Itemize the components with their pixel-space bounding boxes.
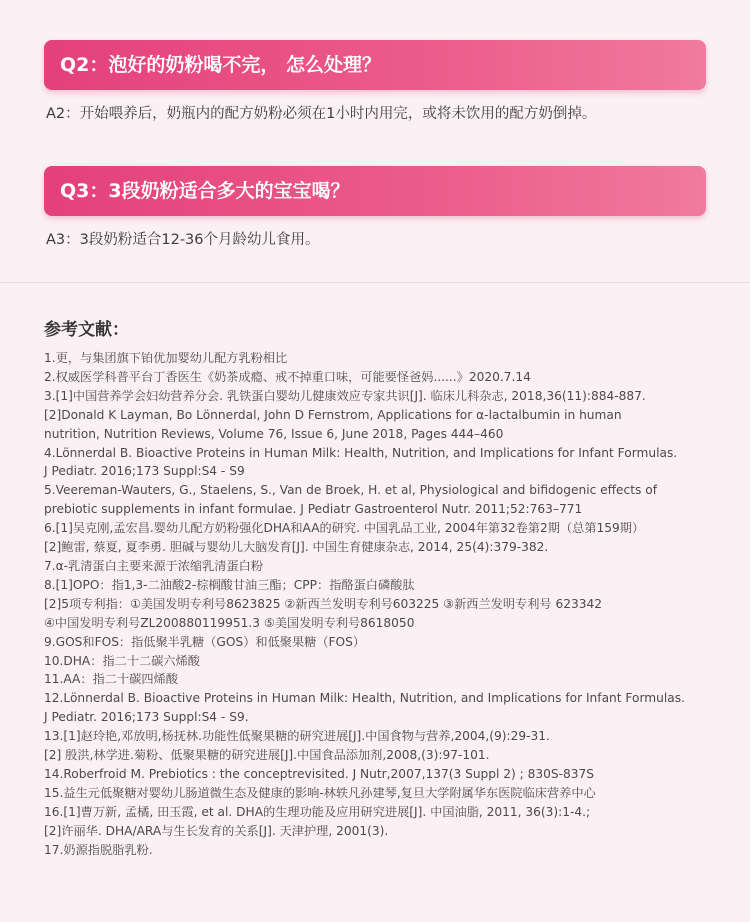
reference-line: prebiotic supplements in infant formulae. J Pediatr Gastroenterol Nutr. 2011;52:763–771	[44, 502, 583, 517]
reference-line: 2.权威医学科普平台丁香医生《奶茶成瘾、戒不掉重口味，可能要怪爸妈......》2020.7.14	[44, 369, 531, 384]
references-title: 参考文献：	[44, 320, 129, 340]
reference-line: 8.[1]OPO：指1,3-二油酸2-棕榈酸甘油三酯；CPP：指酪蛋白磷酸肽	[44, 577, 415, 592]
reference-line: 7.α-乳清蛋白主要来源于浓缩乳清蛋白粉	[44, 558, 264, 573]
reference-line: [2] 殷洪,林学进.菊粉、低聚果糖的研究进展[J].中国食品添加剂,2008,(3):97-101.	[44, 748, 490, 763]
references-section	[44, 315, 734, 859]
reference-line: 15.益生元低聚糖对婴幼儿肠道微生态及健康的影响-林轶凡孙建琴,复旦大学附属华东医院临床营养中心	[44, 785, 596, 800]
reference-line: 10.DHA：指二十二碳六烯酸	[44, 653, 200, 668]
reference-line: 11.AA：指二十碳四烯酸	[44, 672, 178, 687]
section-divider	[0, 282, 750, 283]
reference-line: [2]5项专利指：①美国发明专利号8623825 ②新西兰发明专利号603225 ③新西兰发明专利号 623342	[44, 596, 602, 611]
reference-line: 13.[1]赵玲艳,邓放明,杨抚林.功能性低聚果糖的研究进展[J].中国食物与营养,2004,(9):29-31.	[44, 729, 550, 744]
answer-text: A2：开始喂养后，奶瓶内的配方奶粉必须在1小时内用完，或将未饮用的配方奶倒掉。	[46, 106, 597, 122]
question-bar: Q3：3段奶粉适合多大的宝宝喝？	[44, 166, 706, 216]
reference-line: [2]Donald K Layman, Bo Lönnerdal, John D Fernstrom, Applications for α-lactalbumin in human	[44, 407, 622, 422]
qa-block-3	[44, 166, 706, 249]
reference-line: nutrition, Nutrition Reviews, Volume 76, Issue 6, June 2018, Pages 444–460	[44, 426, 504, 441]
reference-line: 3.[1]中国营养学会妇幼营养分会. 乳铁蛋白婴幼儿健康效应专家共识[J]. 临床儿科杂志, 2018,36(11):884-887.	[44, 388, 646, 403]
references-list	[44, 349, 734, 859]
reference-line: 17.奶源指脱脂乳粉.	[44, 842, 153, 857]
reference-line: [2]鲍雷, 蔡夏, 夏李勇. 胆碱与婴幼儿大脑发育[J]. 中国生育健康杂志, 2014, 25(4):379-382.	[44, 540, 549, 555]
reference-line: 5.Veereman-Wauters, G., Staelens, S., Van de Broek, H. et al, Physiological and bifidogenic effects of	[44, 483, 657, 498]
reference-line: ④中国发明专利号ZL200880119951.3 ⑤美国发明专利号8618050	[44, 615, 415, 630]
reference-line: 1.更，与集团旗下铂优加婴幼儿配方乳粉相比	[44, 351, 288, 365]
reference-line: 14.Roberfroid M. Prebiotics : the conceptrevisited. J Nutr,2007,137(3 Suppl 2) ; 830S-837S	[44, 766, 595, 781]
reference-line: 9.GOS和FOS：指低聚半乳糖（GOS）和低聚果糖（FOS）	[44, 634, 366, 649]
question-bar: Q2：泡好的奶粉喝不完， 怎么处理？	[44, 40, 706, 90]
qa-block-2	[44, 40, 706, 123]
reference-line: 16.[1]曹万新, 孟橘, 田玉霞, et al. DHA的生理功能及应用研究进展[J]. 中国油脂, 2011, 36(3):1-4.;	[44, 804, 591, 819]
reference-line: J Pediatr. 2016;173 Suppl:S4 - S9	[44, 464, 245, 479]
answer-text: A3：3段奶粉适合12-36个月龄幼儿食用。	[46, 232, 320, 248]
reference-line: J Pediatr. 2016;173 Suppl:S4 - S9.	[44, 710, 249, 725]
reference-line: 4.Lönnerdal B. Bioactive Proteins in Human Milk: Health, Nutrition, and Implications for Infant Formulas.	[44, 445, 678, 460]
reference-line: 12.Lönnerdal B. Bioactive Proteins in Human Milk: Health, Nutrition, and Implications for Infant Formulas.	[44, 691, 685, 706]
reference-line: [2]许丽华. DHA/ARA与生长发育的关系[J]. 天津护理, 2001(3).	[44, 823, 389, 838]
reference-line: 6.[1]吴克刚,孟宏昌.婴幼儿配方奶粉强化DHA和AA的研究. 中国乳品工业, 2004年第32卷第2期（总第159期）	[44, 521, 645, 536]
